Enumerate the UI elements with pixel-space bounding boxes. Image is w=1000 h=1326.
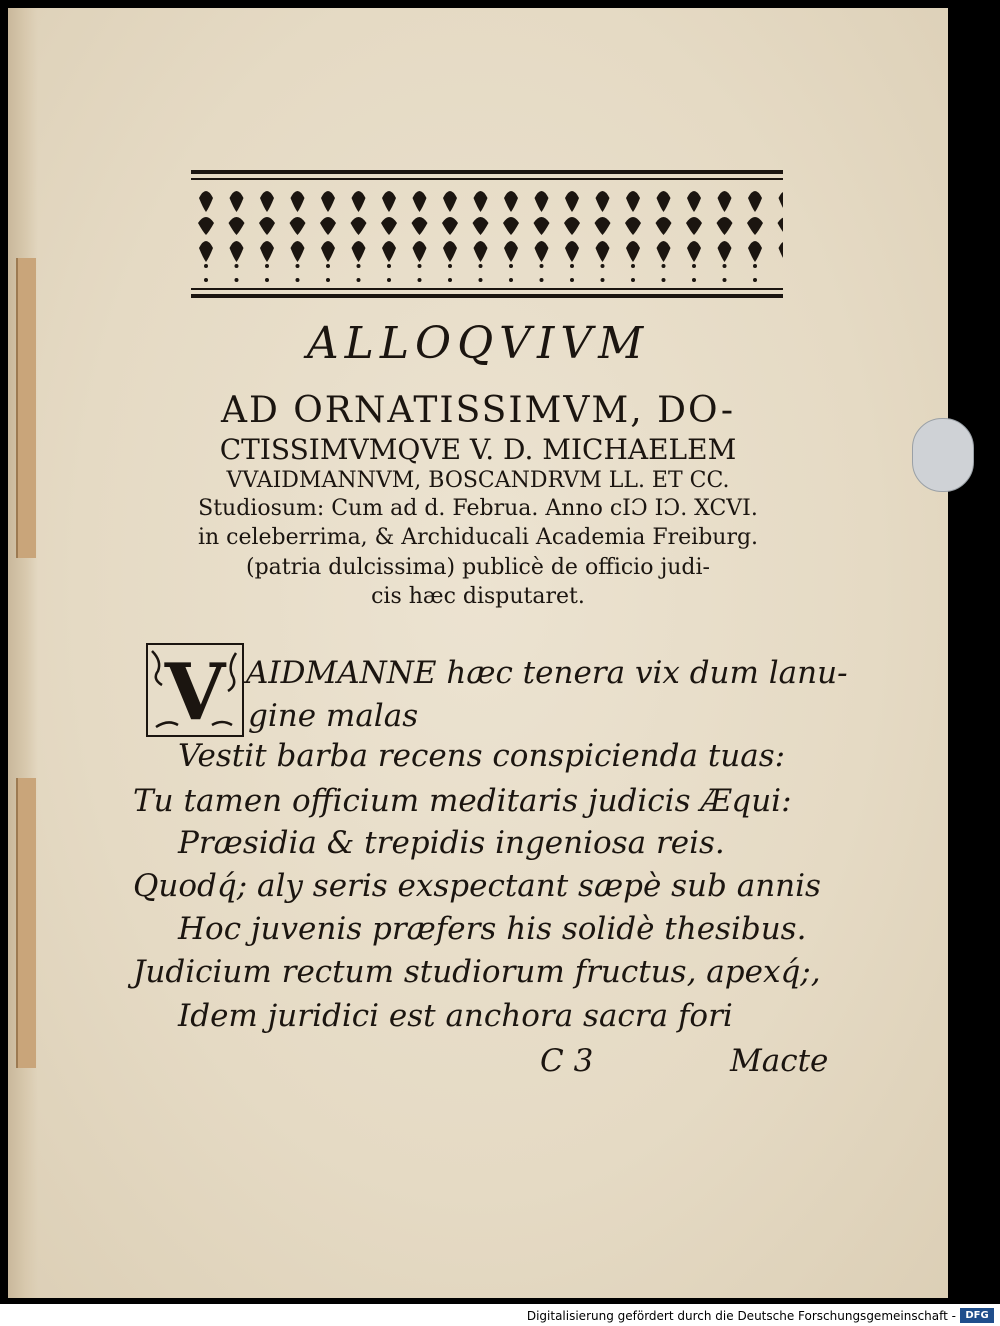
poem-line: AIDMANNE hæc tenera vix dum lanu- <box>246 655 848 691</box>
ornamental-border <box>191 168 783 300</box>
binding-thread <box>16 778 36 1068</box>
dedication-line: cis hæc disputaret. <box>371 584 585 609</box>
catchword: Macte <box>730 1043 829 1079</box>
book-page <box>8 8 948 1298</box>
color-tab <box>912 418 974 492</box>
dedication-line: Studiosum: Cum ad d. Februa. Anno cIƆ IƆ. XCVI. <box>198 496 758 521</box>
poem-line: gine malas <box>248 698 419 734</box>
svg-text:V: V <box>164 647 226 737</box>
page-binding <box>8 8 38 1298</box>
page-title: ALLOQVIVM <box>306 318 650 369</box>
poem-line: Idem juridici est anchora sacra fori <box>178 998 733 1034</box>
dropcap-initial <box>146 643 244 737</box>
signature-mark: C 3 <box>540 1043 594 1079</box>
dedication-line: AD ORNATISSIMVM, DO- <box>220 390 736 431</box>
poem-line: Hoc juvenis præfers his solidè thesibus. <box>178 911 807 947</box>
dedication-line: CTISSIMVMQVE V. D. MICHAELEM <box>219 433 737 466</box>
dfg-logo: DFG <box>960 1308 994 1323</box>
dedication-line: (patria dulcissima) publicè de officio judi- <box>246 555 710 580</box>
poem-line: Præsidia & trepidis ingeniosa reis. <box>178 825 725 861</box>
poem-line: Tu tamen officium meditaris judicis Æqui: <box>133 783 792 819</box>
dedication-line: in celeberrima, & Archiducali Academia Freiburg. <box>197 525 759 550</box>
poem-line: Vestit barba recens conspicienda tuas: <box>178 738 786 774</box>
poem-line: Judicium rectum studiorum fructus, apexq́;, <box>133 954 821 990</box>
dedication-line: VVAIDMANNVM, BOSCANDRVM LL. ET CC. <box>226 468 730 493</box>
funding-notice: Digitalisierung gefördert durch die Deutsche Forschungsgemeinschaft - <box>526 1309 956 1323</box>
poem-line: Quodq́; aly seris exspectant sæpè sub annis <box>133 868 821 904</box>
footer-bar <box>0 1306 1000 1326</box>
